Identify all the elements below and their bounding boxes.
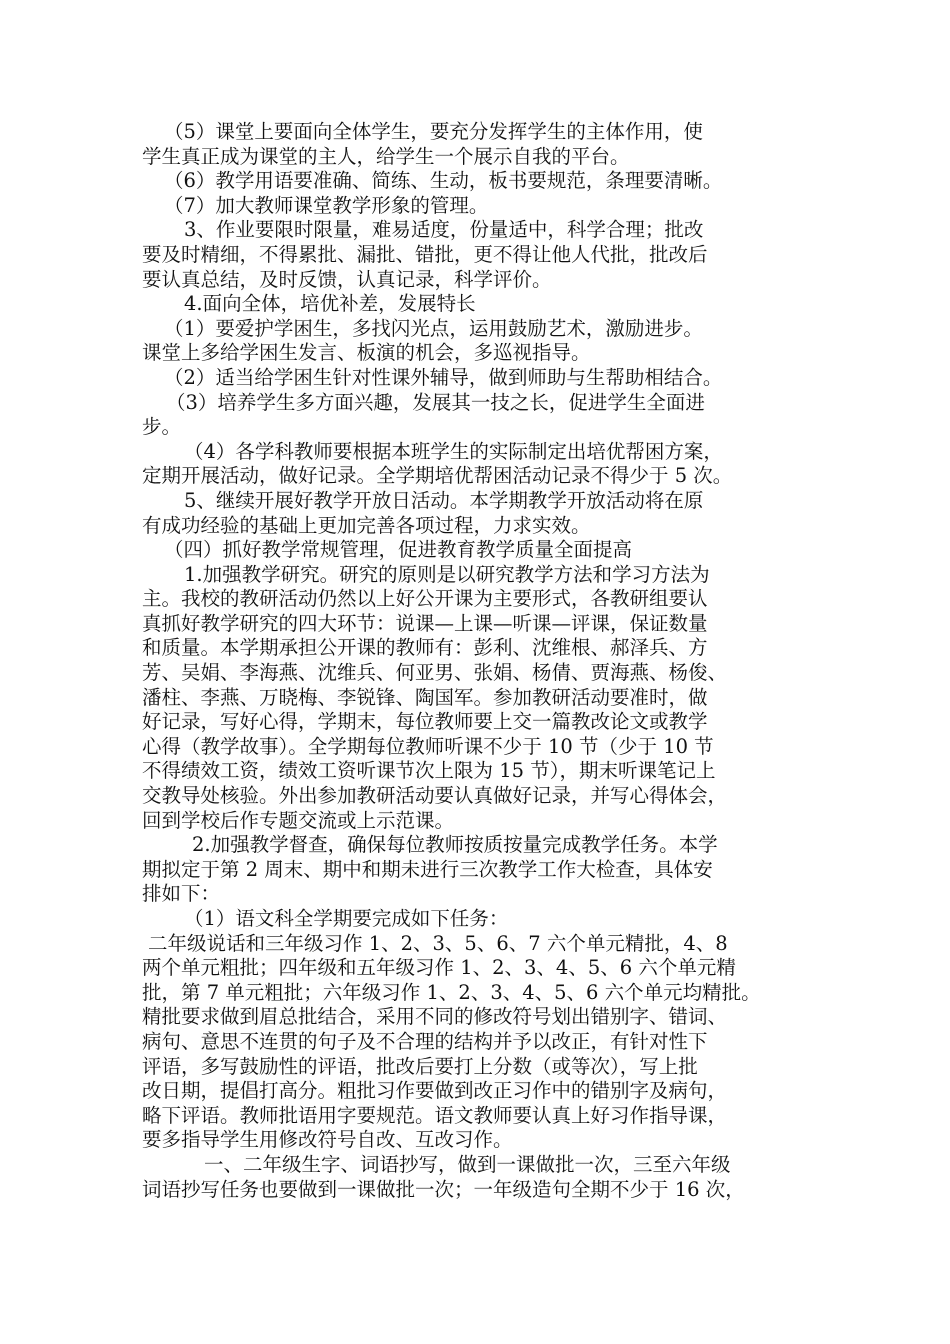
- text-line: （1）要爱护学困生，多找闪光点，运用鼓励艺术，激励进步。: [164, 316, 703, 340]
- text-line: 4.面向全体，培优补差，发展特长: [184, 292, 476, 316]
- text-line: 期拟定于第 2 周末、期中和期未进行三次教学工作大检查，具体安: [142, 857, 713, 881]
- text-line: （5）课堂上要面向全体学生，要充分发挥学生的主体作用，使: [164, 120, 703, 143]
- text-line: （6）教学用语要准确、简练、生动，板书要规范，条理要清晰。: [164, 169, 723, 193]
- text-line: 真抓好教学研究的四大环节：说课—上课—听课—评课，保证数量: [142, 611, 708, 635]
- text-line: 有成功经验的基础上更加完善各项过程，力求实效。: [142, 513, 591, 537]
- text-line: （4）各学科教师要根据本班学生的实际制定出培优帮困方案，: [184, 439, 723, 463]
- document-body: [142, 120, 822, 1202]
- text-line: 不得绩效工资，绩效工资听课节次上限为 15 节），期末听课笔记上: [142, 759, 716, 783]
- text-line: 一、二年级生字、词语抄写，做到一课做批一次，三至六年级: [204, 1152, 731, 1176]
- text-line: 和质量。本学期承担公开课的教师有：彭利、沈维根、郝泽兵、方: [142, 636, 708, 660]
- text-line: 2.加强教学督查，确保每位教师按质按量完成教学任务。本学: [192, 833, 718, 857]
- text-line: 两个单元粗批；四年级和五年级习作 1、2、3、4、5、6 六个单元精: [142, 956, 736, 980]
- text-line: 评语，多写鼓励性的评语，批改后要打上分数（或等次），写上批: [142, 1054, 698, 1078]
- text-line: 3、作业要限时限量，难易适度，份量适中，科学合理；批改: [184, 218, 704, 242]
- text-line: 主。我校的教研活动仍然以上好公开课为主要形式，各教研组要认: [142, 587, 708, 611]
- text-line: 病句、意思不连贯的句子及不合理的结构并予以改正，有针对性下: [142, 1029, 708, 1053]
- text-line: 回到学校后作专题交流或上示范课。: [142, 808, 455, 832]
- text-line: 心得（教学故事）。全学期每位教师听课不少于 10 节（少于 10 节: [142, 734, 714, 758]
- text-line: 学生真正成为课堂的主人，给学生一个展示自我的平台。: [142, 144, 630, 168]
- text-line: （四）抓好教学常规管理，促进教育教学质量全面提高: [164, 538, 633, 562]
- text-line: 要多指导学生用修改符号自改、互改习作。: [142, 1128, 513, 1152]
- text-line: （1）语文科全学期要完成如下任务：: [184, 907, 509, 930]
- text-line: 步。: [142, 415, 182, 439]
- text-line: 好记录，写好心得，学期末，每位教师要上交一篇教改论文或教学: [142, 710, 708, 734]
- text-line: 二年级说话和三年级习作 1、2、3、5、6、7 六个单元精批，4、8: [148, 931, 728, 955]
- text-line: 改日期，提倡打高分。粗批习作要做到改正习作中的错别字及病句，: [142, 1079, 728, 1103]
- text-line: 5、继续开展好教学开放日活动。本学期教学开放活动将在原: [184, 488, 704, 512]
- text-line: 批，第 7 单元粗批；六年级习作 1、2、3、4、5、6 六个单元均精批。: [142, 980, 761, 1004]
- text-line: 潘柱、李燕、万晓梅、李锐锋、陶国军。参加教研活动要准时，做: [142, 685, 708, 709]
- text-line: （7）加大教师课堂教学形象的管理。: [164, 193, 489, 217]
- text-line: （2）适当给学困生针对性课外辅导，做到师助与生帮助相结合。: [164, 365, 723, 389]
- text-line: 1.加强教学研究。研究的原则是以研究教学方法和学习方法为: [184, 562, 710, 586]
- text-line: 要认真总结，及时反馈，认真记录，科学评价。: [142, 267, 552, 291]
- text-line: （3）培养学生多方面兴趣，发展其一技之长，促进学生全面进: [166, 390, 705, 414]
- text-line: 精批要求做到眉总批结合，采用不同的修改符号划出错别字、错词、: [142, 1005, 728, 1029]
- text-line: 排如下：: [142, 882, 221, 906]
- text-line: 词语抄写任务也要做到一课做批一次；一年级造句全期不少于 16 次，: [142, 1177, 745, 1201]
- text-line: 略下评语。教师批语用字要规范。语文教师要认真上好习作指导课，: [142, 1103, 728, 1127]
- text-line: 交教导处核验。外出参加教研活动要认真做好记录，并写心得体会，: [142, 784, 728, 808]
- text-line: 定期开展活动，做好记录。全学期培优帮困活动记录不得少于 5 次。: [142, 464, 733, 488]
- text-line: 要及时精细，不得累批、漏批、错批，更不得让他人代批，批改后: [142, 242, 708, 266]
- text-line: 课堂上多给学困生发言、板演的机会，多巡视指导。: [142, 341, 591, 365]
- text-line: 芳、吴娟、李海燕、沈维兵、何亚男、张娟、杨倩、贾海燕、杨俊、: [142, 661, 728, 685]
